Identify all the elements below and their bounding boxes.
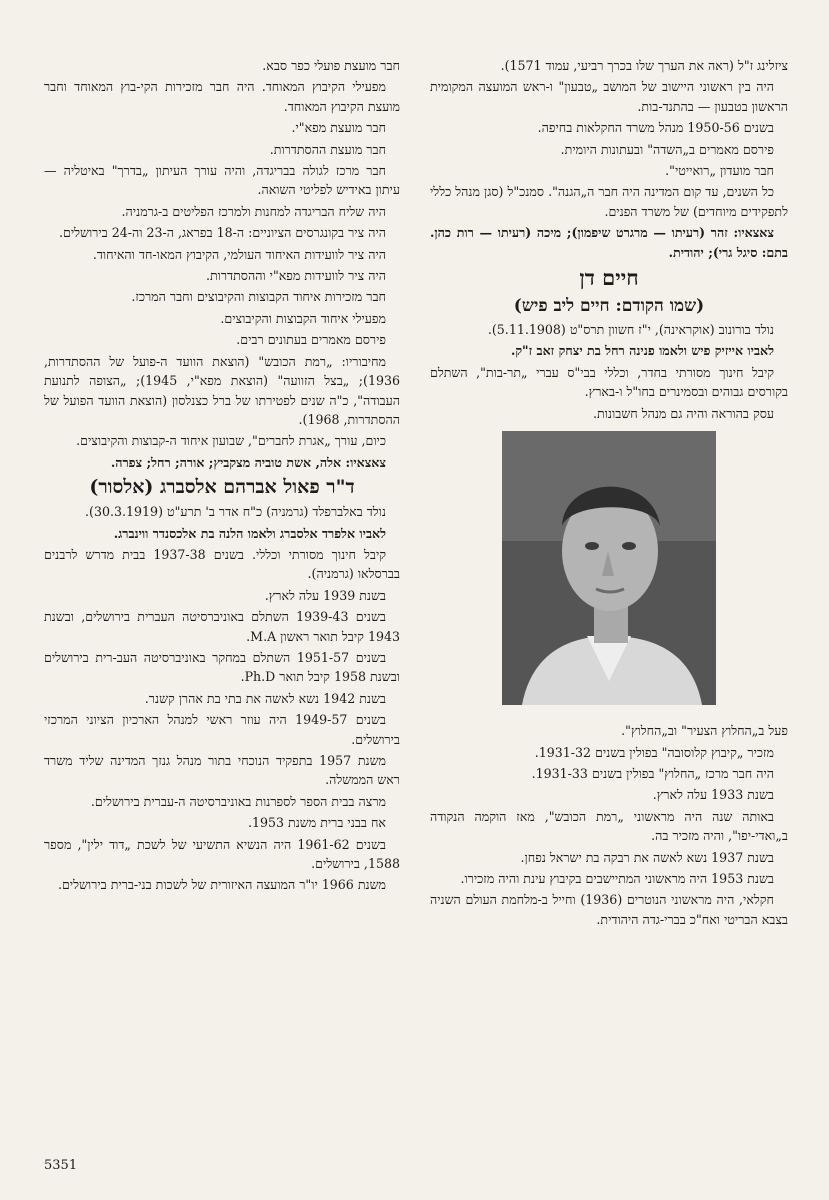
entry-paragraph: כיום, עורך „אגרת לחברים", שבועון איחוד ה-קבוצות והקיבוצים. (76, 433, 386, 449)
parents-paragraph: לאביו אייזיק פיש ולאמו פנינה רחל בת יצחק זאב ז"ק. (510, 343, 774, 359)
entry-paragraph: בשנים 1961-62 היה הנשיא התשיעי של לשכת „דוד ילין", מספר 1588, בירושלים. (44, 836, 400, 872)
entry-paragraph: מפעילי הקיבוץ המאוחד. היה חבר מזכירות הקי-בוץ המאוחד וחבר מועצת הקיבוץ המאוחד. (44, 79, 400, 114)
intro-paragraph: היה בין ראשוני היישוב של המושב „טבעון" ו-ראש המועצה המקומית הראשון בטבעון — בהתנד-בות. (430, 79, 788, 114)
entry-paragraph: היה חבר מרכז „החלוץ" בפולין בשנים 1931-33. (531, 765, 774, 781)
intro-paragraph: פירסם מאמרים ב„השדה" ובעתונות היומית. (560, 141, 774, 157)
entry-previous-name: (שמו הקודם: חיים ליב פיש) (513, 296, 705, 317)
entry-paragraph: משנת 1966 יו"ר המועצה האיזורית של לשכות בני-ברית בירושלים. (57, 877, 386, 893)
descendants-paragraph: צאצאיו: אלה, אשת טוביה מצקביץ; אורה; רחל; צפרה. (110, 454, 386, 470)
entry-paragraph: בשנת 1937 נשא לאשה את רבקה בת ישראל נפחן. (520, 849, 774, 865)
entry-paragraph: היה ציר לוועידות האיחוד העולמי, הקיבוץ המאו-חד והאיחוד. (92, 246, 386, 262)
entry-paragraph: בשנת 1939 עלה לארץ. (264, 587, 386, 603)
entry-paragraph: מחיבוריו: „רמת הכובש" (הוצאת הוועד ה-פועל של ההסתדרות, 1936); „בצל הזוועה" (הוצאת מפא"י, 1945); „הצופה לתנועת העבודה", כ"ה שנים לפטירתו של ברל כצנלסון (הוצאת הוועד הפועל של ההסתדרות, 1968). (44, 353, 400, 427)
entry-paragraph: בשנים 1949-57 היה עוזר ראשי למנהל הארכיון הציוני המרכזי בירושלים. (44, 712, 400, 747)
entry-paragraph: מזכיר „קיבוץ קלוסובה" בפולין בשנים 1931-32. (534, 744, 774, 760)
entry-paragraph: אח בבני ברית משנת 1953. (247, 815, 386, 831)
entry-paragraph: מרצה בבית הספר לספרנות באוניברסיטה ה-עברית בירושלים. (90, 793, 386, 809)
entry-paragraph: משנת 1957 בתפקיד הנוכחי בתור מנהל גנזך המדינה שליד משרד ראש הממשלה. (44, 753, 400, 788)
page-number: 5351 (44, 1158, 78, 1173)
entry-paragraph: בשנים 1951-57 השתלם במחקר באוניברסיטה העב-רית בירושלים ובשנת 1958 קיבל תואר Ph.D. (44, 649, 400, 685)
entry-paragraph: קיבל חינוך מסורתי וכללי. בשנים 1937-38 בבית מדרש לרבנים בברסלאו (גרמניה). (44, 546, 400, 582)
entry-paragraph: בשנת 1933 עלה לארץ. (652, 787, 774, 803)
entry-paragraph: חבר מועצת מפא"י. (291, 120, 386, 136)
entry-paragraph: נולד באלברפלד (גרמניה) כ"ח אדר ב' תרע"ט (30.3.1919). (85, 504, 386, 520)
entry-paragraph: מפעילי איחוד הקבוצות והקיבוצים. (220, 310, 386, 326)
intro-paragraph: ציזלינג ז"ל (ראה את הערך שלו בכרך רביעי, עמוד 1571). (500, 58, 788, 73)
entry-paragraph: בשנים 1939-43 השתלם באוניברסיטה העברית בירושלים, ובשנת 1943 קיבל תואר ראשון M.A. (44, 609, 400, 644)
parents-paragraph: לאביו אלפרד אלסברג ולאמו הלנה בת אלכסנדר ווינברג. (113, 525, 386, 541)
entry-paragraph: נולד בורונוב (אוקראינה), י"ז חשוון תרס"ט (5.11.1908). (487, 322, 774, 338)
right-column (430, 56, 788, 931)
entry-paragraph: היה שליח הבריגדה למחנות ולמרכז הפליטים ב-גרמניה. (121, 203, 386, 219)
left-column (44, 56, 400, 897)
entry-paragraph: בשנת 1942 נשא לאשה את בתי בת אהרן קשנר. (144, 690, 386, 706)
intro-paragraph: בשנים 1950-56 מנהל משרד החקלאות בחיפה. (537, 120, 774, 136)
entry-paragraph: חבר מועצת ההסתדרות. (269, 141, 386, 157)
entry-paragraph: היה ציר בקונגרסים הציוניים: ה-18 בפראג, ה-23 וה-24 בירושלים. (58, 225, 386, 241)
entry-paragraph: חבר מרכז לגולה בבריגדה, והיה עורך העיתון „בדרך" באיטליה — עיתון באידיש לפליטי השואה. (44, 163, 400, 198)
entry-paragraph: עסק בהוראה והיה גם מנהל חשבונות. (593, 405, 774, 421)
entry-paragraph: באותה שנה היה מראשוני „רמת הכובש", מאז הוקמה הנקודה ב„ואדי-יפו", והיה מזכיר בה. (430, 808, 788, 844)
entry-paragraph: היה ציר לוועידות מפא"י וההסתדרות. (205, 268, 386, 284)
entry-name-paul-alsberg: ד"ר פאול אברהם אלסברג (אלסור) (89, 476, 355, 499)
entry-paragraph: חבר מועצת פועלי כפר סבא. (262, 58, 400, 73)
entry-paragraph: חבר מזכירות איחוד הקבוצות והקיבוצים וחבר המרכז. (131, 289, 386, 305)
entry-paragraph: פעל ב„החלוץ הצעיר" וב„החלוץ". (621, 723, 788, 739)
portrait-image (502, 431, 716, 705)
intro-paragraph: חבר מועדון „רואייטי". (665, 163, 774, 179)
entry-name-chaim-dan: חיים דן (579, 265, 639, 291)
portrait-photo (502, 431, 716, 705)
entry-paragraph: קיבל חינוך מסורתי בחדר, וכללי בבי"ס עברי „תר-בות", השתלם בקורסים גבוהים ובסמינרים בחו"ל ו-בארץ. (430, 364, 788, 400)
entry-paragraph: בשנת 1953 היה מראשוני המתיישבים בקיבוץ עינת והיה מזכירו. (460, 870, 774, 886)
entry-paragraph: חקלאי, היה מראשוני הנוטרים (1936) וחייל ב-מלחמת העולם השניה בצבא הבריטי ואח"כ בברי-גדה היהודית. (430, 892, 788, 927)
descendants-paragraph: צאצאיו: זהר (רעיתו — מרגרט שיפמון); מיכה (רעיתו — רות כהן. בתם: סיגל גרי); יהודית. (430, 225, 788, 260)
entry-paragraph: פירסם מאמרים בעתונים רבים. (236, 332, 386, 348)
intro-paragraph: כל השנים, עד קום המדינה היה חבר ה„הגנה". סמנכ"ל (סגן מנהל כללי לתפקידים מיוחדים) של משרד הפנים. (430, 184, 788, 219)
